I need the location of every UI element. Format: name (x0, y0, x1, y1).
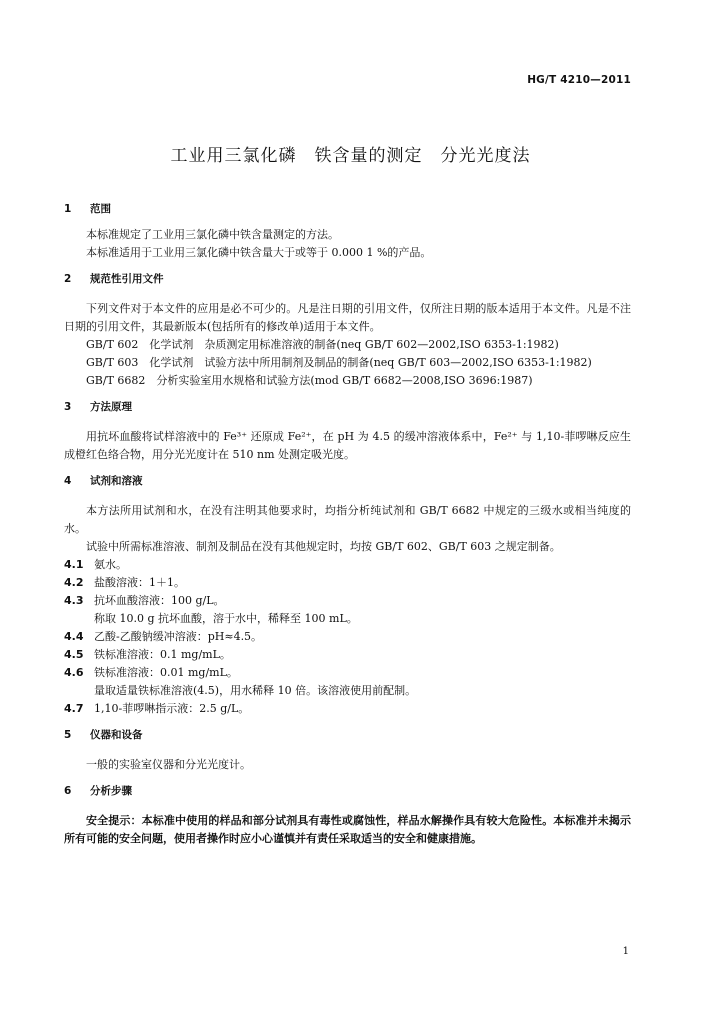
section-4-para-2: 试验中所需标准溶液、制剂及制品在没有其他规定时，均按 GB/T 602、GB/T 603 之规定制备。 (86, 540, 561, 553)
item-4-6-note: 量取适量铁标准溶液(4.5)，用水稀释 10 倍。该溶液使用前配制。 (94, 684, 417, 697)
item-4-5: 4.5 铁标准溶液：0.1 mg/mL。 (64, 648, 231, 661)
section-5-para-1: 一般的实验室仪器和分光光度计。 (86, 758, 251, 771)
section-2-heading: 2 规范性引用文件 (64, 273, 164, 285)
section-4-para-1: 本方法所用试剂和水，在没有注明其他要求时，均指分析纯试剂和 GB/T 6682 中规定的三级水或相当纯度的水。 (64, 504, 631, 535)
item-4-6: 4.6 铁标准溶液：0.01 mg/mL。 (64, 666, 238, 679)
section-1-para-1: 本标准规定了工业用三氯化磷中铁含量测定的方法。 (86, 228, 339, 241)
section-4-heading: 4 试剂和溶液 (64, 475, 143, 487)
reference-gbt-6682: GB/T 6682 分析实验室用水规格和试验方法(mod GB/T 6682—2008,ISO 3696:1987) (86, 374, 533, 387)
document-title: 工业用三氯化磷 铁含量的测定 分光光度法 (170, 146, 531, 166)
item-4-1: 4.1 氨水。 (64, 558, 127, 571)
item-4-4: 4.4 乙酸-乙酸钠缓冲溶液：pH≈4.5。 (64, 630, 263, 643)
item-4-3: 4.3 抗坏血酸溶液：100 g/L。 (64, 594, 225, 607)
safety-notice: 安全提示：本标准中使用的样品和部分试剂具有毒性或腐蚀性，样品水解操作具有较大危险性。本标准并未揭示所有可能的安全问题，使用者操作时应小心谨慎并有责任采取适当的安全和健康措施。 (64, 814, 631, 845)
section-2-para-1: 下列文件对于本文件的应用是必不可少的。凡是注日期的引用文件，仅所注日期的版本适用于本文件。凡是不注日期的引用文件，其最新版本(包括所有的修改单)适用于本文件。 (64, 302, 631, 333)
page-number: 1 (622, 946, 629, 957)
section-5-heading: 5 仪器和设备 (64, 729, 143, 741)
item-4-7: 4.7 1,10-菲啰啉指示液：2.5 g/L。 (64, 702, 250, 715)
section-3-heading: 3 方法原理 (64, 401, 132, 413)
reference-gbt-603: GB/T 603 化学试剂 试验方法中所用制剂及制品的制备(neq GB/T 603—2002,ISO 6353-1:1982) (86, 356, 592, 369)
item-4-3-note: 称取 10.0 g 抗坏血酸，溶于水中，稀释至 100 mL。 (94, 612, 358, 625)
section-1-heading: 1 范围 (64, 203, 111, 215)
section-3-para-1: 用抗坏血酸将试样溶液中的 Fe³⁺ 还原成 Fe²⁺，在 pH 为 4.5 的缓冲溶液体系中，Fe²⁺ 与 1,10-菲啰啉反应生成橙红色络合物，用分光光度计在 510 nm 处测定吸光度。 (64, 430, 631, 461)
document-body (64, 200, 631, 848)
section-1-para-2: 本标准适用于工业用三氯化磷中铁含量大于或等于 0.000 1 %的产品。 (86, 246, 432, 259)
item-4-2: 4.2 盐酸溶液：1＋1。 (64, 576, 185, 589)
standard-code: HG/T 4210—2011 (527, 74, 631, 86)
section-6-heading: 6 分析步骤 (64, 785, 132, 797)
reference-gbt-602: GB/T 602 化学试剂 杂质测定用标准溶液的制备(neq GB/T 602—2002,ISO 6353-1:1982) (86, 338, 559, 351)
